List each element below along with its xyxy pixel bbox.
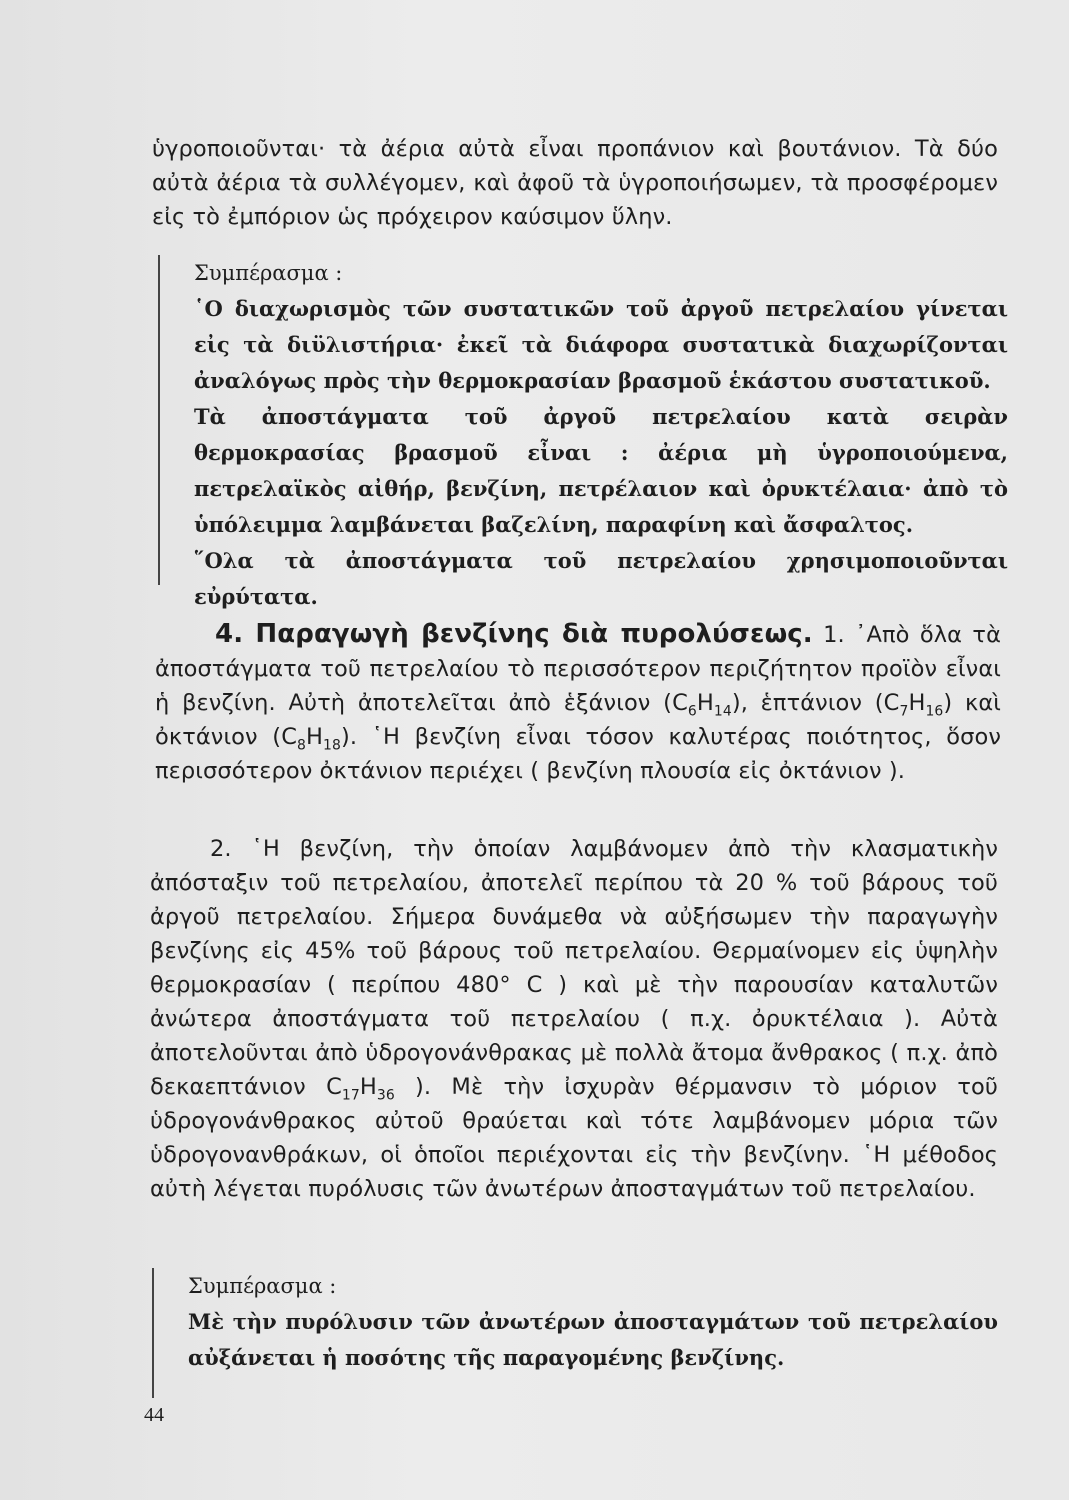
formula-h: H (305, 724, 323, 750)
formula-c: C (326, 1074, 342, 1100)
section-title: 4. Παραγωγὴ βενζίνης διὰ πυρολύσεως. (215, 619, 813, 649)
conclusion-paragraph: Μὲ τὴν πυρόλυσιν τῶν ἀνωτέρων ἀποσταγμάτων τοῦ πετρελαίου αὐξάνεται ἡ ποσότης τῆς παραγομένης βενζίνης. (188, 1309, 998, 1370)
conclusion-box-2 (152, 1268, 998, 1398)
conclusion-paragraph: Τὰ ἀποστάγματα τοῦ ἀργοῦ πετρελαίου κατὰ σειρὰν θερμοκρασίας βρασμοῦ εἶναι : ἀέρια μὴ ὑγροποιούμενα, πετρελαϊκὸς αἰθήρ, βενζίνη, πετρέλαιον καὶ ὀρυκτέλαια· ἀπὸ τὸ ὑπόλειμμα λαμβάνεται βαζελίνη, παραφίνη καὶ ἄσφαλτος. (194, 404, 1008, 537)
formula-sub: 8 (297, 737, 306, 754)
formula-c: C (883, 690, 900, 716)
paragraph-text: ). Μὲ τὴν ἰσχυρὰν θέρμανσιν τὸ μόριον τοῦ ὑδρογονάνθρακος αὐτοῦ θραύεται καὶ τότε λαμβάνομεν μόρια τῶν ὑδρογονανθράκων, οἱ ὁποῖοι περιέχονται εἰς τὴν βενζίνην. ῾Η μέθοδος αὐτὴ λέγεται πυρόλυσις τῶν ἀνωτέρων ἀποσταγμάτων τοῦ πετρελαίου. (150, 1074, 998, 1202)
section-text: ) καὶ ὀκτάνιον ( (155, 690, 1001, 750)
paragraph-text: 2. ῾Η βενζίνη, τὴν ὁποίαν λαμβάνομεν ἀπὸ τὴν κλασματικὴν ἀπόσταξιν τοῦ πετρελαίου, ἀποτελεῖ περίπου τὰ 20 % τοῦ βάρους τοῦ ἀργοῦ πετρελαίου. Σήμερα δυνάμεθα νὰ αὐξήσωμεν τὴν παραγωγὴν βενζίνης εἰς 45% τοῦ βάρους τοῦ πετρελαίου. Θερμαίνομεν εἰς ὑψηλὴν θερμοκρασίαν ( περίπου 480° C ) καὶ μὲ τὴν παρουσίαν καταλυτῶν ἀνώτερα ἀποστάγματα τοῦ πετρελαίου ( π.χ. ὀρυκτέλαια ). Αὐτὰ ἀποτελοῦνται ἀπὸ ὑδρογονάνθρακας μὲ πολλὰ ἄτομα ἄνθρακος ( π.χ. ἀπὸ δεκαεπτάνιον (150, 836, 998, 1100)
formula-sub: 14 (713, 703, 732, 720)
conclusion-heading: Συμπέρασμα : (188, 1274, 337, 1298)
formula-sub: 36 (376, 1087, 395, 1104)
section-text: 1. ᾿Απὸ ὅλα τὰ ἀποστάγματα τοῦ πετρελαίου τὸ περισσότερον περιζήτητον προϊὸν εἶναι ἡ βενζίνη. Αὐτὴ ἀποτελεῖται ἀπὸ ἑξάνιον ( (155, 622, 1001, 716)
conclusion-heading: Συμπέρασμα : (194, 261, 343, 285)
formula-sub: 7 (899, 703, 909, 720)
formula-c: C (672, 690, 688, 716)
formula-sub: 18 (323, 737, 341, 754)
formula-h: H (696, 690, 714, 716)
intro-paragraph: ὑγροποιοῦνται· τὰ ἀέρια αὐτὰ εἶναι προπάνιον καὶ βουτάνιον. Τὰ δύο αὐτὰ ἀέρια τὰ συλλέγομεν, καὶ ἀφοῦ τὰ ὑγροποιήσωμεν, τὰ προσφέρομεν εἰς τὸ ἐμπόριον ὡς πρόχειρον καύσιμον ὕλην. (152, 136, 998, 230)
conclusion-box-1 (158, 255, 1008, 609)
formula-sub: 16 (925, 703, 944, 720)
section-4 (155, 617, 1001, 788)
conclusion-paragraph: ῾Ο διαχωρισμὸς τῶν συστατικῶν τοῦ ἀργοῦ πετρελαίου γίνεται εἰς τὰ διϋλιστήρια· ἐκεῖ τὰ διάφορα συστατικὰ διαχωρίζονται ἀναλόγως πρὸς τὴν θερμοκρασίαν βρασμοῦ ἑκάστου συστατικοῦ. (194, 296, 1008, 393)
paragraph-2 (150, 832, 998, 1206)
formula-sub: 6 (687, 703, 697, 720)
formula-h: H (908, 690, 926, 716)
section-text: ). ῾Η βενζίνη εἶναι τόσον καλυτέρας ποιότητος, ὅσον περισσότερον ὀκτάνιον περιέχει ( βενζίνη πλουσία εἰς ὀκτάνιον ). (155, 724, 1001, 784)
formula-sub: 17 (341, 1087, 360, 1104)
page-number: 44 (144, 1404, 164, 1426)
conclusion-paragraph: ῞Ολα τὰ ἀποστάγματα τοῦ πετρελαίου χρησιμοποιοῦνται εὐρύτατα. (194, 548, 1008, 609)
section-text: ), ἑπτάνιον ( (731, 690, 884, 716)
formula-c: C (281, 724, 297, 750)
formula-h: H (359, 1074, 377, 1100)
